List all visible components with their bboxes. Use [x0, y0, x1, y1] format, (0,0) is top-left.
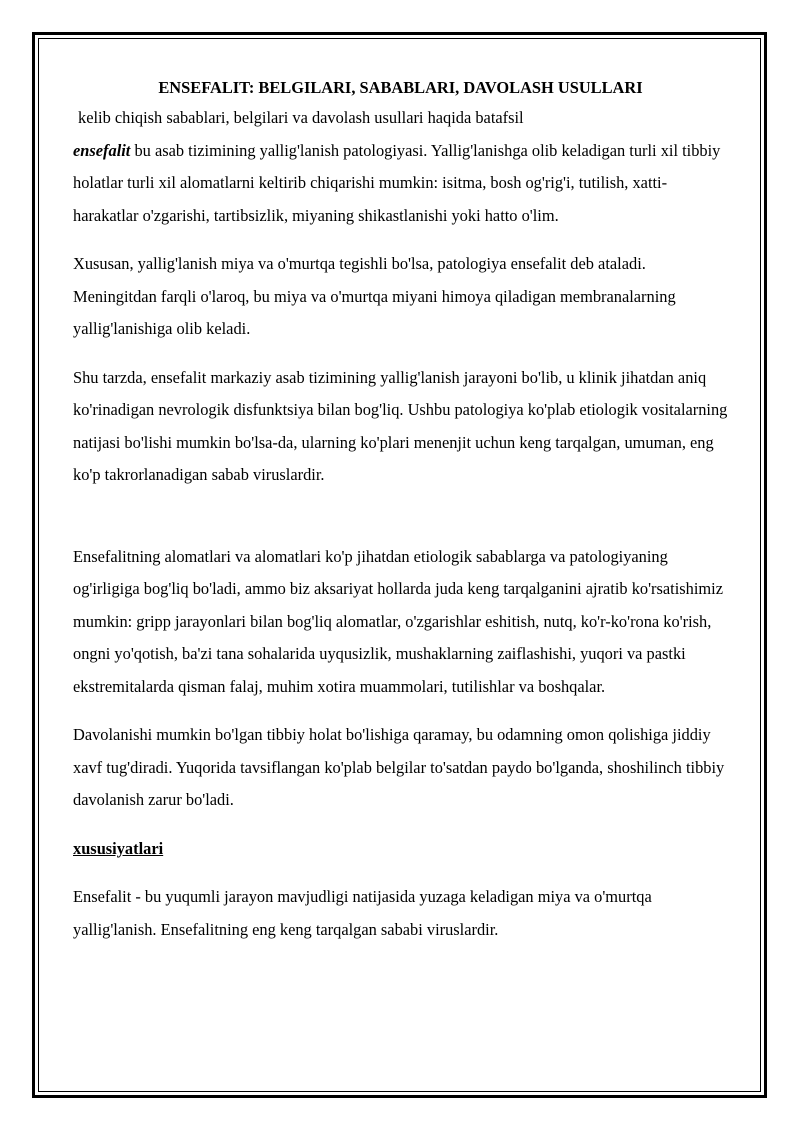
paragraph-intro	[73, 135, 728, 233]
section-heading-text: xususiyatlari	[73, 838, 164, 858]
document-subtitle: kelib chiqish sabablari, belgilari va davolash usullari haqida batafsil	[78, 108, 524, 127]
paragraph-symptoms: Ensefalitning alomatlari va alomatlari ko'p jihatdan etiologik sabablarga va patologiyaning og'irligiga bog'liq bo'ladi, ammo biz aksariyat hollarda juda keng tarqalganini ajratib ko'rsatishimiz mumkin: gripp jarayonlari bilan bog'liq alomatlar, o'zgarishlar eshitish, nutq, ko'r-ko'rona ko'rish, ongni yo'qotish, ba'zi tana sohalarida uyqusizlik, mushaklarning zaiflashishi, yuqori va pastki ekstremitalarda qisman falaj, muhim xotira muammolari, tutilishlar va boshqalar.	[73, 546, 723, 696]
document-body	[73, 74, 728, 946]
term-ensefalit: ensefalit	[73, 140, 131, 160]
paragraph-treatment: Davolanishi mumkin bo'lgan tibbiy holat bo'lishiga qaramay, bu odamning omon qolishiga jiddiy xavf tug'diradi. Yuqorida tavsiflangan ko'plab belgilar to'satdan paydo bo'lganda, shoshilinch tibbiy davolanish zarur bo'ladi.	[73, 725, 725, 809]
document-title: ENSEFALIT: BELGILARI, SABABLARI, DAVOLASH USULLARI	[158, 78, 643, 97]
section-heading	[73, 833, 728, 866]
paragraph-characteristics: Ensefalit - bu yuqumli jarayon mavjudligi natijasida yuzaga keladigan miya va o'murtqa yallig'lanish. Ensefalitning eng keng tarqalgan sababi viruslardir.	[73, 887, 652, 939]
paragraph-definition: Xususan, yallig'lanish miya va o'murtqa tegishli bo'lsa, patologiya ensefalit deb ataladi. Meningitdan farqli o'laroq, bu miya va o'murtqa miyani himoya qiladigan membranalarning yallig'lanishiga olib keladi.	[73, 254, 676, 338]
paragraph-intro-text: bu asab tizimining yallig'lanish patologiyasi. Yallig'lanishga olib keladigan turli xil tibbiy holatlar turli xil alomatlarni keltirib chiqarishi mumkin: isitma, bosh og'rig'i, tutilish, xatti-harakatlar o'zgarishi, tartibsizlik, miyaning shikastlanishi yoki hatto o'lim.	[73, 140, 721, 225]
paragraph-etiology: Shu tarzda, ensefalit markaziy asab tizimining yallig'lanish jarayoni bo'lib, u klinik jihatdan aniq ko'rinadigan nevrologik disfunktsiya bilan bog'liq. Ushbu patologiya ko'plab etiologik vositalarning natijasi bo'lishi mumkin bo'lsa-da, ularning ko'plari menenjit uchun keng tarqalgan, umuman, eng ko'p takrorlanadigan sabab viruslardir.	[73, 367, 728, 484]
